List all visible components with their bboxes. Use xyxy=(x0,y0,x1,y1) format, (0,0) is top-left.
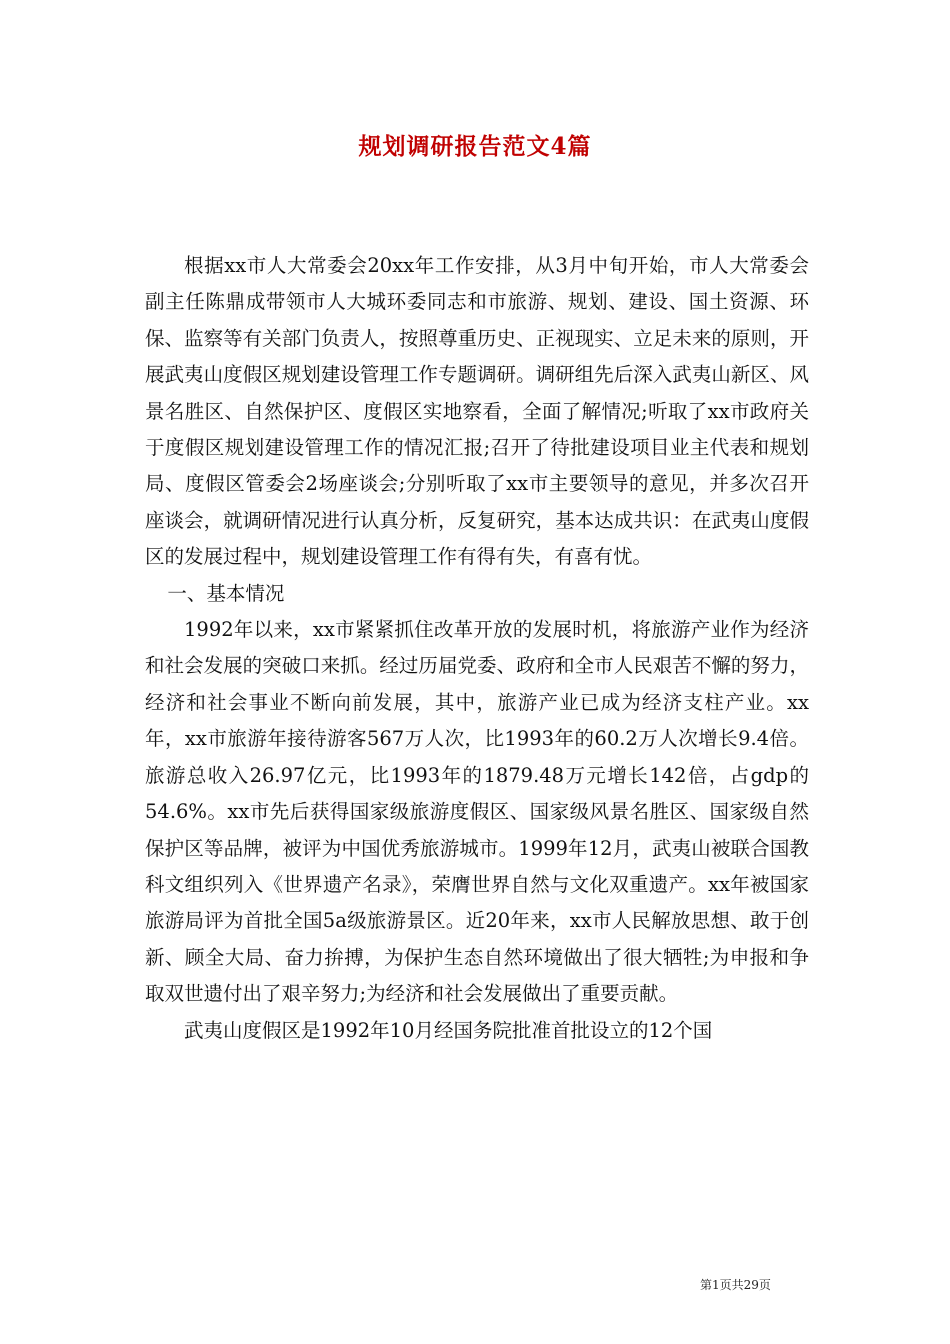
paragraph-basic-situation: 1992年以来，xx市紧紧抓住改革开放的发展时机，将旅游产业作为经济和社会发展的突破口来抓。经过历届党委、政府和全市人民艰苦不懈的努力，经济和社会事业不断向前发展，其中，旅游产业已成为经济支柱产业。xx年，xx市旅游年接待游客567万人次，比1993年的60.2万人次增长9.4倍。旅游总收入26.97亿元，比1993年的1879.48万元增长142倍，占gdp的54.6%。xx市先后获得国家级旅游度假区、国家级风景名胜区、国家级自然保护区等品牌，被评为中国优秀旅游城市。1999年12月，武夷山被联合国教科文组织列入《世界遗产名录》，荣膺世界自然与文化双重遗产。xx年被国家旅游局评为首批全国5a级旅游景区。近20年来，xx市人民解放思想、敢于创新、顾全大局、奋力拚搏，为保护生态自然环境做出了很大牺牲;为申报和争取双世遗付出了艰辛努力;为经济和社会发展做出了重要贡献。 xyxy=(145,618,809,1006)
paragraph-intro: 根据xx市人大常委会20xx年工作安排，从3月中旬开始，市人大常委会副主任陈鼎成带领市人大城环委同志和市旅游、规划、建设、国土资源、环保、监察等有关部门负责人，按照尊重历史、正视现实、立足未来的原则，开展武夷山度假区规划建设管理工作专题调研。调研组先后深入武夷山新区、风景名胜区、自然保护区、度假区实地察看，全面了解情况;听取了xx市政府关于度假区规划建设管理工作的情况汇报;召开了待批建设项目业主代表和规划局、度假区管委会2场座谈会;分别听取了xx市主要领导的意见，并多次召开座谈会，就调研情况进行认真分析，反复研究，基本达成共识：在武夷山度假区的发展过程中，规划建设管理工作有得有失，有喜有忧。 xyxy=(145,254,809,569)
page-number: 第1页共29页 xyxy=(700,1278,771,1292)
document-body xyxy=(145,248,809,1049)
section-heading-basic-situation: 一、基本情况 xyxy=(167,581,285,605)
document-title: 规划调研报告范文4篇 xyxy=(358,133,592,160)
paragraph-resort-intro: 武夷山度假区是1992年10月经国务院批准首批设立的12个国 xyxy=(184,1018,713,1042)
